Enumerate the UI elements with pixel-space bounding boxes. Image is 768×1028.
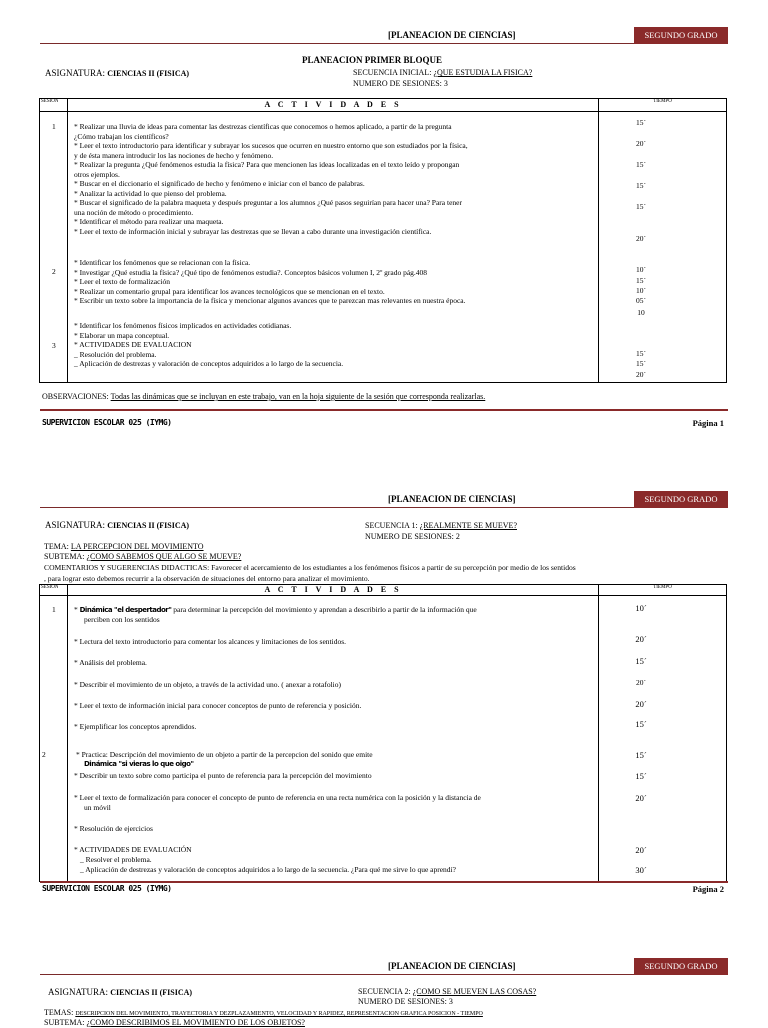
- secuencia-label: SECUENCIA INICIAL:: [353, 68, 432, 77]
- activity-text: * Practica: Descripción del movimiento de un objeto a partir de la percepcion del sonido que emite: [76, 750, 373, 759]
- footer-rule: [40, 881, 728, 883]
- secuencia-value: ¿QUE ESTUDIA LA FISICA?: [433, 68, 533, 77]
- asignatura-value: CIENCIAS II (FISICA): [107, 521, 190, 530]
- time-value: 20´: [635, 699, 647, 709]
- time-value: 20´: [635, 845, 647, 855]
- time-value: 15´: [636, 349, 646, 358]
- time-value: 20´: [635, 793, 647, 803]
- col-divider: [598, 584, 599, 881]
- tema-label: TEMA:: [44, 542, 69, 551]
- time-value: 10: [637, 308, 645, 317]
- session-number: 2: [42, 750, 46, 759]
- activity-text: * Lectura del texto introductorio para comentar los alcances y limitaciones de los sentidos.: [74, 637, 346, 646]
- time-value: 10´: [635, 603, 647, 613]
- activity-text: perciben con los sentidos: [84, 615, 160, 624]
- col-header-actividades: A C T I V I D A D E S: [264, 100, 402, 109]
- comentarios-cont: , para lograr esto debemos recurrir a la observación de situaciones del entorno para analizar el movimiento.: [44, 574, 370, 583]
- footer-supervision: SUPERVICION ESCOLAR 025 (IYMG): [42, 418, 172, 427]
- page-number: Página 1: [692, 418, 724, 428]
- dinamica-title: Dinámica "el despertador": [79, 606, 172, 614]
- secuencia-info: [365, 521, 517, 531]
- activity-text: * Leer el texto de formalización para conocer el concepto de punto de referencia en una recta numérica con la posición y la distancia de: [74, 793, 481, 802]
- secuencia-label: SECUENCIA 2:: [358, 987, 411, 996]
- header-rule: [40, 507, 728, 508]
- asignatura-label-text: ASIGNATURA:: [45, 68, 106, 78]
- time-value: 15´: [636, 276, 646, 285]
- temas-value: DESCRIPCION DEL MOVIMIENTO, TRAYECTORIA Y DEZPLAZAMIENTO, VELOCIDAD Y RAPIDEZ, REPRESENTACION GRAFICA POSICION - TIEMPO: [75, 1011, 483, 1017]
- session-number: 1: [52, 605, 56, 614]
- session-2-activities: * Identificar los fenómenos que se relacionan con la física. * Investigar ¿Qué estudia la física? ¿Qué tipo de fenómenos estudia?. Conceptos básicos volumen I, 2º grado pág.408 * Leer el texto de formalización * Realizar un comentario grupal para identificar los avances tecnológicos que se mencionan en el texto. * Escribir un texto sobre la importancia de la física y mencionar algunos avances que te parezcan mas relevantes en nuestra época.: [74, 258, 466, 305]
- time-value: 15´: [636, 160, 646, 169]
- activity-text: * ACTIVIDADES DE EVALUACIÓN: [74, 845, 192, 854]
- time-value: 15´: [636, 181, 646, 190]
- header-left-label: [PLANEACION DE CIENCIAS]: [388, 494, 516, 504]
- activity-text: _ Resolver el problema.: [80, 855, 152, 864]
- observaciones: [42, 392, 485, 402]
- header-rule: [40, 974, 728, 975]
- page-number: Página 2: [692, 884, 724, 894]
- col-header-actividades: A C T I V I D A D E S: [264, 585, 402, 594]
- subtema-value: ¿COMO DESCRIBIMOS EL MOVIMIENTO DE LOS OBJETOS?: [86, 1018, 305, 1027]
- sesiones-count: NUMERO DE SESIONES: 3: [358, 997, 453, 1006]
- secuencia-info: [358, 987, 536, 997]
- activity-text: * Describir un texto sobre como participa el punto de referencia para la percepción del movimiento: [74, 771, 372, 780]
- time-value: 20´: [636, 370, 646, 379]
- activity-text: _ Aplicación de destrezas y valoración de conceptos adquiridos a lo largo de la secuencia. ¿Para qué me sirve lo que aprendí?: [80, 865, 456, 874]
- activity-text: * Leer el texto de información inicial para conocer conceptos de punto de referencia y posición.: [74, 701, 362, 710]
- col-header-tiempo: TIEMPO: [653, 99, 672, 104]
- time-value: 20´: [636, 234, 646, 243]
- session-number: 1: [52, 122, 56, 131]
- subtema-value: ¿COMO SABEMOS QUE ALGO SE MUEVE?: [86, 552, 242, 561]
- session-1-activities: * Realizar una lluvia de ideas para comentar las destrezas científicas que conocemos o hemos aplicado, a partir de la pregunta ¿Cómo trabajan los científicos? * Leer el texto introductorio para identificar y subrayar los sucesos que ocurren en nuestro entorno que son estudiados por la física, y de ésta manera introducir los las nociones de hecho y fenómeno. * Realizar la pregunta ¿Qué fenómenos estudia la física? Para que mencionen las ideas localizadas en el texto leído y propongan otros ejemplos. * Buscar en el diccionario el significado de hecho y fenómeno e iniciar con el banco de palabras. * Analizar la actividad lo que pienso del problema. * Buscar el significado de la palabra maqueta y después preguntar a los alumnos ¿Qué pasos seguirían para hacer una? Para tener una noción de método o procedimiento. * Identificar el método para realizar una maqueta. * Leer el texto de información inicial y subrayar las destrezas que se llevan a cabo durante una investigación científica.: [74, 122, 468, 236]
- time-value: 15´: [636, 202, 646, 211]
- header-grade-badge: SEGUNDO GRADO: [634, 491, 728, 508]
- time-value: 20´: [636, 139, 646, 148]
- activity-text: * Describir el movimiento de un objeto, a través de la actividad uno. ( anexar a rotafolio): [74, 680, 341, 689]
- row-divider: [39, 111, 726, 112]
- activity-text: un móvil: [84, 803, 111, 812]
- activity-text: * Análisis del problema.: [74, 658, 147, 667]
- time-value: 15´: [635, 719, 647, 729]
- activity-text: * Resolución de ejercicios: [74, 824, 153, 833]
- subtema: [44, 552, 241, 562]
- activities-table: [39, 584, 727, 882]
- asignatura-label: [45, 520, 189, 531]
- col-header-tiempo: TIEMPO: [653, 585, 672, 590]
- header-left-label: [PLANEACION DE CIENCIAS]: [388, 961, 516, 971]
- secuencia-value: ¿REALMENTE SE MUEVE?: [419, 521, 517, 530]
- session-number: 2: [52, 267, 56, 276]
- activity-text: * Ejemplificar los conceptos aprendidos.: [74, 722, 197, 731]
- activity-dinamica: * Dinámica "el despertador" para determinar la percepción del movimiento y aprendan a describirlo a partir de la información que: [74, 605, 477, 614]
- asignatura-label: [45, 68, 189, 79]
- observaciones-text: Todas las dinámicas que se incluyan en este trabajo, van en la hoja siguiente de la sesión que corresponda realizarlas.: [110, 392, 486, 401]
- col-divider: [67, 584, 68, 881]
- time-value: 15´: [636, 359, 646, 368]
- header-grade-badge: SEGUNDO GRADO: [634, 27, 728, 44]
- observaciones-label: OBSERVACIONES:: [42, 392, 109, 401]
- asignatura-label-text: ASIGNATURA:: [48, 987, 109, 997]
- row-divider: [39, 595, 726, 596]
- asignatura-value: CIENCIAS II (FISICA): [110, 988, 193, 997]
- dinamica-title: Dinámica "si vieras lo que oigo": [84, 760, 194, 768]
- secuencia-label: SECUENCIA 1:: [365, 521, 418, 530]
- footer-supervision: SUPERVICION ESCOLAR 025 (IYMG): [42, 884, 172, 893]
- asignatura-label: [48, 987, 192, 998]
- secuencia-info: [353, 68, 532, 78]
- session-3-activities: * Identificar los fenómenos físicos implicados en actividades cotidianas. * Elaborar un mapa conceptual. * ACTIVIDADES DE EVALUACION _ Resolución del problema. _ Aplicación de destrezas y valoración de conceptos adquiridos a lo largo de la secuencia.: [74, 321, 344, 368]
- sesiones-count: NUMERO DE SESIONES: 3: [353, 79, 448, 88]
- session-number: 3: [52, 341, 56, 350]
- time-value: 10´: [636, 286, 646, 295]
- asignatura-value: CIENCIAS II (FISICA): [107, 69, 190, 78]
- sesiones-count: NUMERO DE SESIONES: 2: [365, 532, 460, 541]
- tema: [44, 542, 204, 552]
- time-value: 20´: [636, 678, 646, 687]
- subtema-label: SUBTEMA:: [44, 1018, 85, 1027]
- header-grade-badge: SEGUNDO GRADO: [634, 958, 728, 975]
- subtema-label: SUBTEMA:: [44, 552, 85, 561]
- time-value: 20´: [635, 634, 647, 644]
- col-header-sesion: SESION: [41, 99, 59, 104]
- header-rule: [40, 43, 728, 44]
- time-value: 15´: [635, 656, 647, 666]
- page-title: PLANEACION PRIMER BLOQUE: [302, 55, 443, 65]
- time-value: 05´: [636, 296, 646, 305]
- col-divider: [67, 98, 68, 382]
- subtema: [44, 1018, 305, 1028]
- time-value: 30´: [635, 865, 647, 875]
- time-value: 15´: [636, 118, 646, 127]
- time-value: 15´: [635, 771, 647, 781]
- secuencia-value: ¿COMO SE MUEVEN LAS COSAS?: [412, 987, 537, 996]
- temas-label: TEMAS:: [44, 1008, 74, 1017]
- col-divider: [598, 98, 599, 382]
- comentarios: COMENTARIOS Y SUGERENCIAS DIDACTICAS: Favorecer el acercamiento de los estudiantes a los fenómenos físicos a partir de su percepción por medio de los sentidos: [44, 563, 576, 572]
- asignatura-label-text: ASIGNATURA:: [45, 520, 106, 530]
- time-value: 15´: [635, 750, 647, 760]
- time-value: 10´: [636, 265, 646, 274]
- header-left-label: [PLANEACION DE CIENCIAS]: [388, 30, 516, 40]
- dinamica-text: para determinar la percepción del movimiento y aprendan a describirlo a partir de la información que: [171, 605, 477, 614]
- footer-rule: [40, 409, 728, 411]
- tema-value: LA PERCEPCION DEL MOVIMIENTO: [70, 542, 204, 551]
- col-header-sesion: SESION: [41, 585, 59, 590]
